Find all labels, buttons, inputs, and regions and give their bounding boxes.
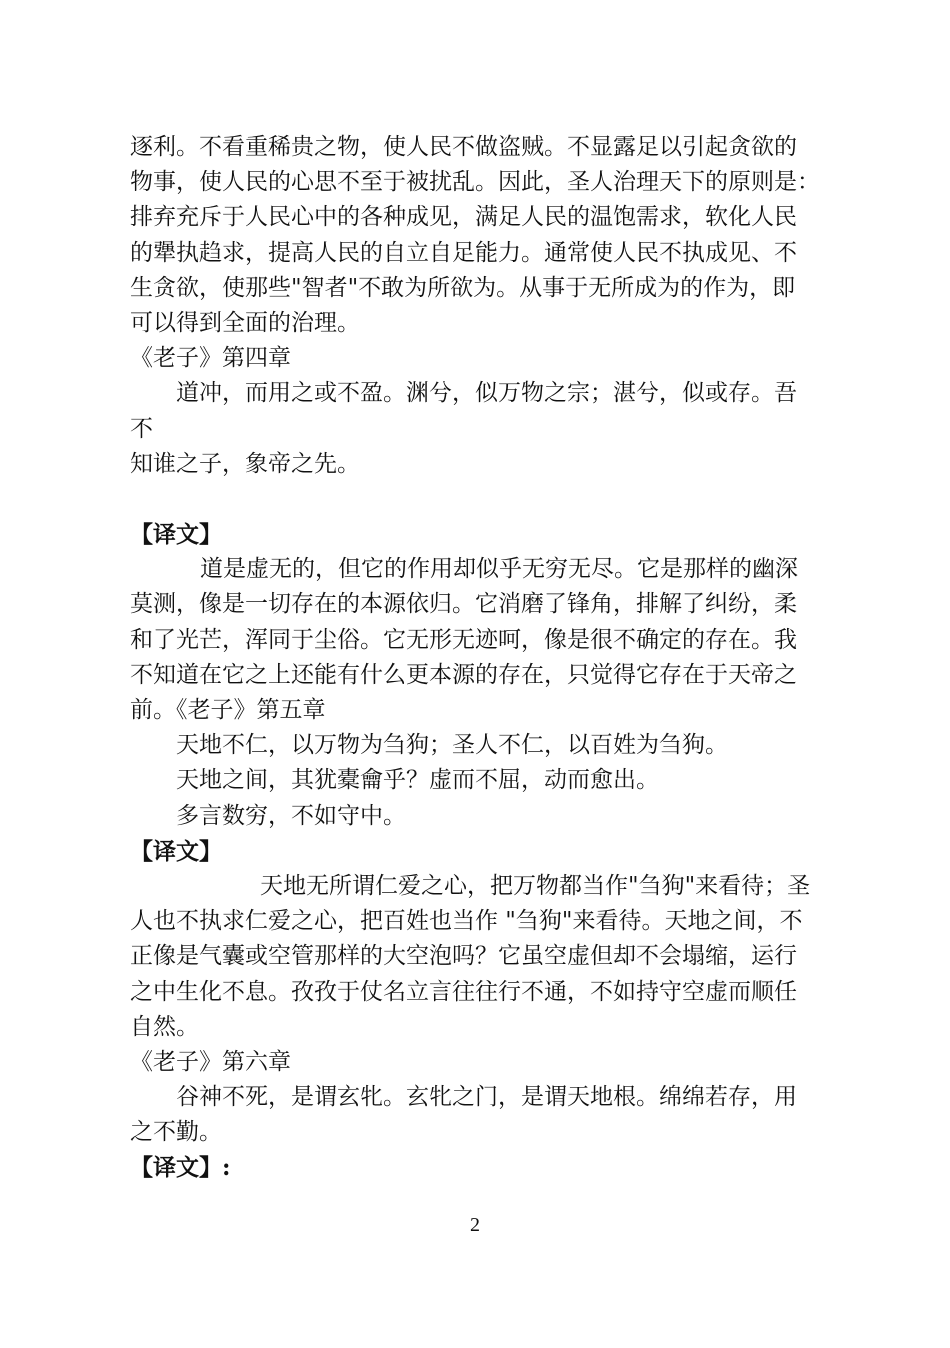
text-line: 不知道在它之上还能有什么更本源的存在，只觉得它存在于天帝之 [130,661,797,688]
text-line: 之不勤。 [130,1119,222,1146]
text-line: 正像是气囊或空管那样的大空泡吗？它虽空虚但却不会塌缩，运行 [130,943,797,970]
text-line: 天地不仁，以万物为刍狗；圣人不仁，以百姓为刍狗。 [176,732,728,759]
text-line: 可以得到全面的治理。 [130,309,360,336]
body-text [130,130,830,1186]
translation-heading: 【译文】 [130,837,222,865]
text-line: 天地无所谓仁爱之心，把万物都当作"刍狗"来看待；圣 [260,872,811,899]
text-line: 谷神不死，是谓玄牝。玄牝之门，是谓天地根。绵绵若存，用 [176,1084,797,1111]
translation-heading: 【译文】: [130,1154,231,1182]
text-line: 人也不执求仁爱之心，把百姓也当作 "刍狗"来看待。天地之间，不 [130,908,803,935]
blank-line [130,482,830,517]
text-line: 物事，使人民的心思不至于被扰乱。因此，圣人治理天下的原则是： [130,169,820,196]
text-line: 的犟执趋求，提高人民的自立自足能力。通常使人民不执成见、不 [130,239,797,266]
text-line: 道冲，而用之或不盈。渊兮，似万物之宗；湛兮，似或存。吾 [176,380,797,407]
text-line: 生贪欲，使那些"智者"不敢为所欲为。从事于无所成为的作为，即 [130,274,796,301]
chapter-heading: 《老子》第六章 [130,1048,291,1075]
page-number: 2 [470,1214,480,1236]
text-line: 排弃充斥于人民心中的各种成见，满足人民的温饱需求，软化人民 [130,204,797,231]
chapter-heading: 《老子》第四章 [130,345,291,372]
text-line: 之中生化不息。孜孜于仗名立言往往行不通，不如持守空虚而顺任 [130,978,797,1005]
text-line: 不 [130,415,153,442]
text-line: 前。《老子》第五章 [130,697,326,723]
translation-heading: 【译文】 [130,521,222,549]
text-line: 自然。 [130,1013,199,1040]
text-line: 多言数穷，不如守中。 [176,802,406,829]
text-line: 天地之间，其犹橐龠乎？虚而不屈，动而愈出。 [176,767,659,794]
text-line: 莫测，像是一切存在的本源依归。它消磨了锋角，排解了纠纷，柔 [130,591,797,618]
text-line: 逐利。不看重稀贵之物，使人民不做盗贼。不显露足以引起贪欲的 [130,134,797,160]
text-line: 道是虚无的，但它的作用却似乎无穷无尽。它是那样的幽深 [200,556,798,583]
text-line: 知谁之子，象帝之先。 [130,450,360,477]
text-line: 和了光芒，浑同于尘俗。它无形无迹呵，像是很不确定的存在。我 [130,626,797,653]
